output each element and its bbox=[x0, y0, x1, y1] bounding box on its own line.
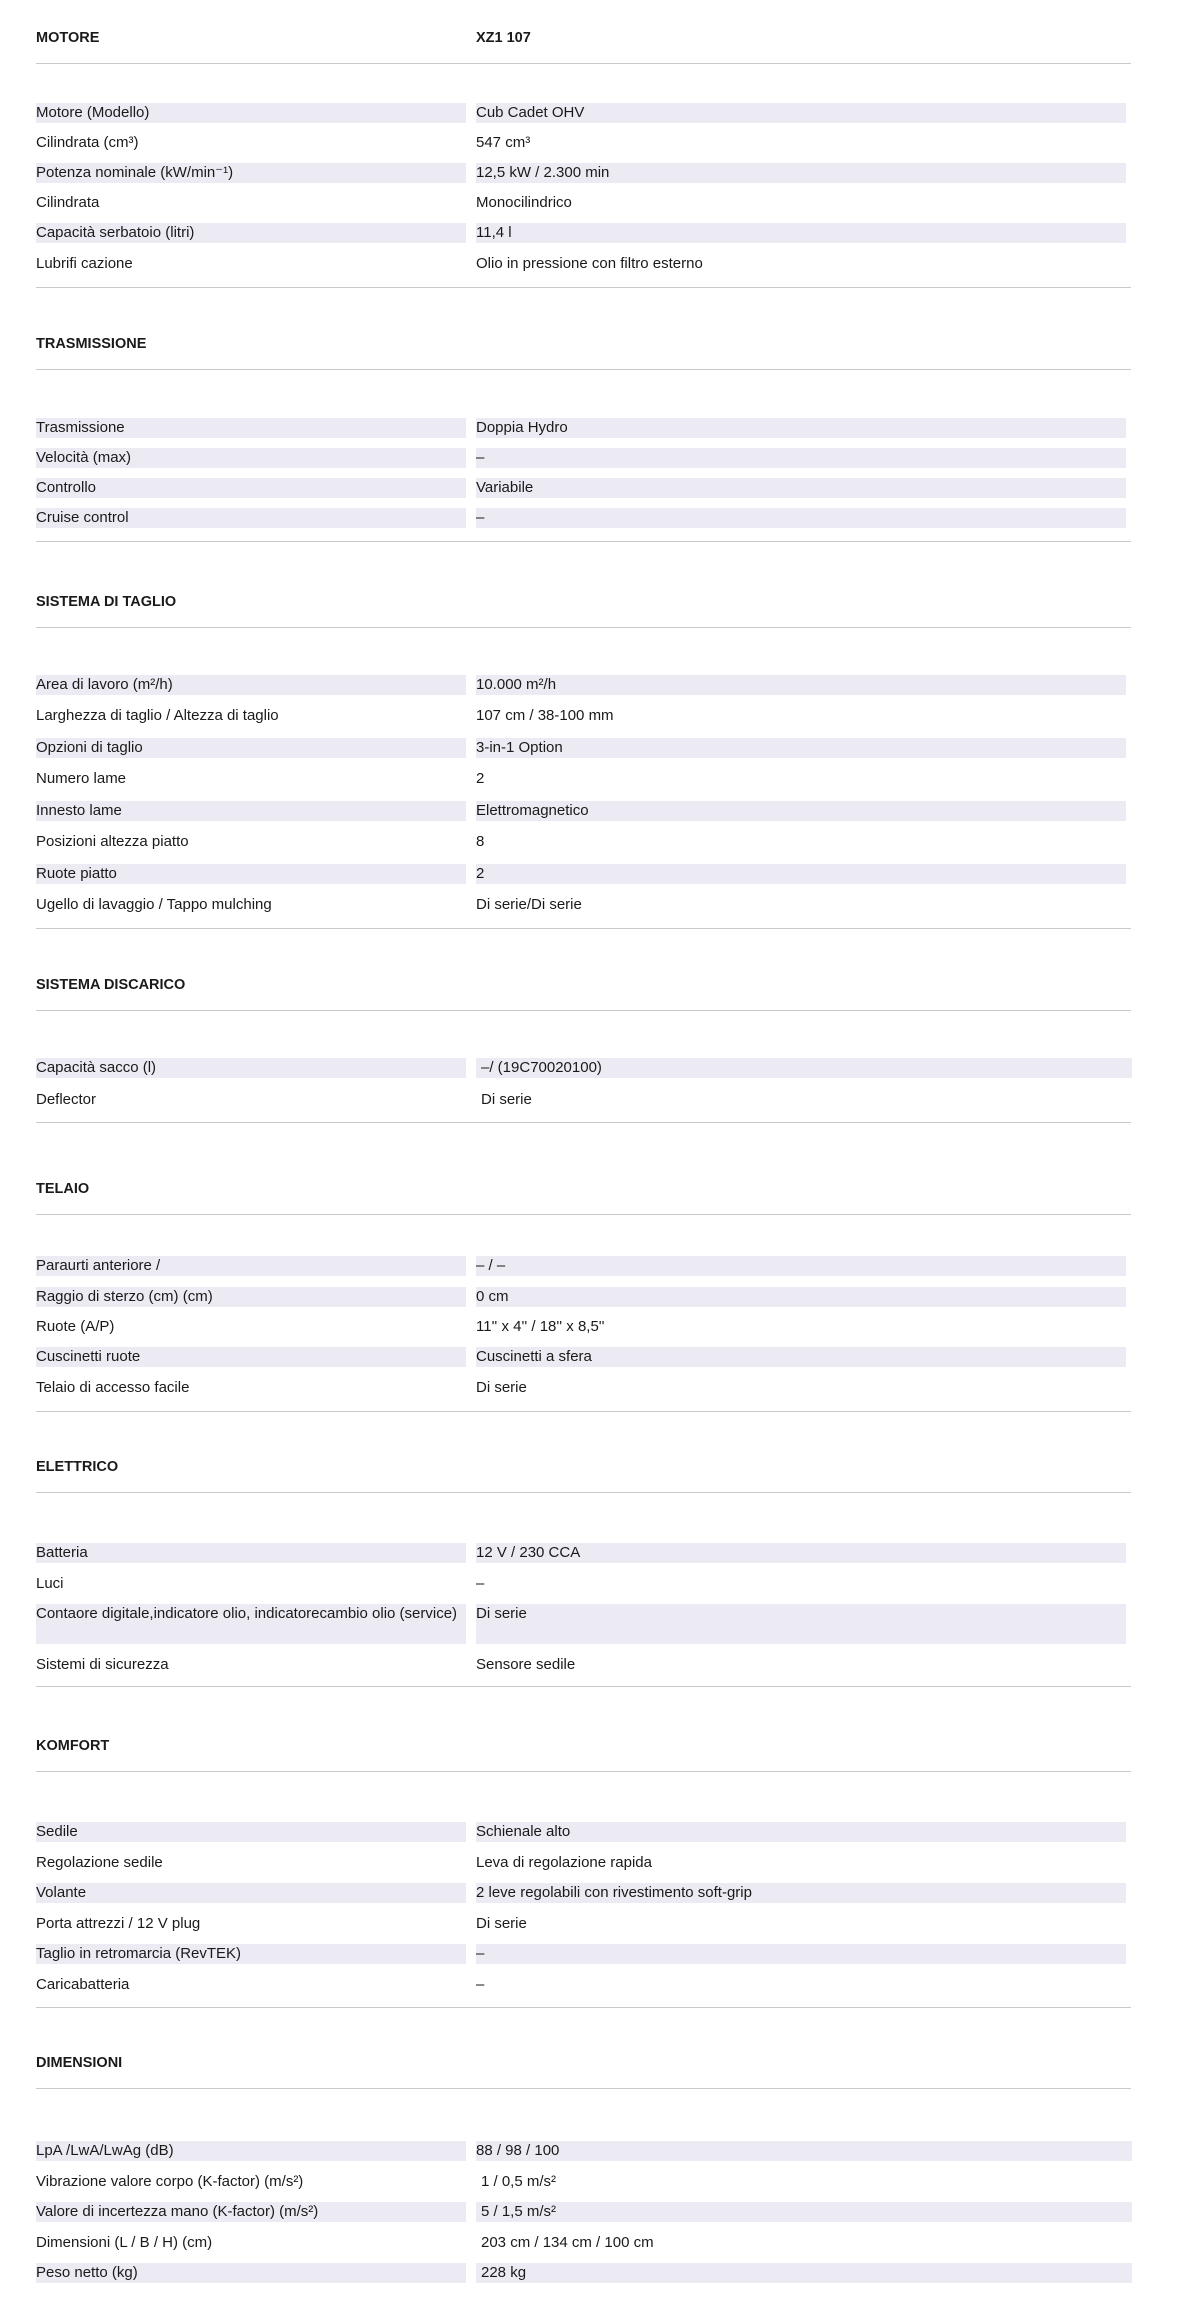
table-row bbox=[0, 1543, 1200, 1563]
row-value: 11,4 l bbox=[476, 223, 1126, 243]
row-value: Di serie/Di serie bbox=[476, 896, 582, 913]
table-row bbox=[0, 675, 1200, 695]
table-row bbox=[0, 2202, 1200, 2222]
section-dimensioni bbox=[0, 2053, 1200, 2102]
row-value: Cub Cadet OHV bbox=[476, 103, 1126, 123]
row-value: 2 bbox=[476, 770, 485, 787]
table-row bbox=[0, 448, 1200, 468]
section-header bbox=[0, 592, 1200, 641]
row-label: Ruote (A/P) bbox=[36, 1318, 115, 1335]
row-value: 2 leve regolabili con rivestimento soft-grip bbox=[476, 1883, 1126, 1903]
row-label: Cilindrata bbox=[36, 194, 100, 211]
row-label: Sistemi di sicurezza bbox=[36, 1656, 169, 1673]
row-value: – bbox=[476, 1976, 485, 1993]
table-row bbox=[0, 1822, 1200, 1842]
row-label: LpA /LwA/LwAg (dB) bbox=[36, 2141, 466, 2161]
section-header bbox=[0, 1736, 1200, 1785]
row-label: Paraurti anteriore / bbox=[36, 1256, 466, 1276]
table-row bbox=[0, 1287, 1200, 1307]
section-title: SISTEMA DI TAGLIO bbox=[36, 594, 177, 610]
row-value: 2 bbox=[476, 864, 1126, 884]
divider bbox=[36, 1214, 1131, 1215]
table-row bbox=[0, 478, 1200, 498]
table-row bbox=[0, 1574, 1200, 1594]
row-label: Sedile bbox=[36, 1822, 466, 1842]
row-value: 0 cm bbox=[476, 1287, 1126, 1307]
row-label: Posizioni altezza piatto bbox=[36, 833, 189, 850]
row-label: Volante bbox=[36, 1883, 466, 1903]
row-label: Numero lame bbox=[36, 770, 127, 787]
section-title: TELAIO bbox=[36, 1181, 90, 1197]
row-value: Monocilindrico bbox=[476, 194, 572, 211]
row-label: Area di lavoro (m²/h) bbox=[36, 675, 466, 695]
divider bbox=[36, 1686, 1131, 1687]
row-label: Luci bbox=[36, 1575, 64, 1592]
row-value: 11'' x 4'' / 18'' x 8,5'' bbox=[476, 1318, 605, 1335]
divider bbox=[36, 1492, 1131, 1493]
section-title: DIMENSIONI bbox=[36, 2055, 123, 2071]
table-row bbox=[0, 1317, 1200, 1337]
row-value: 107 cm / 38-100 mm bbox=[476, 707, 614, 724]
row-value: Di serie bbox=[476, 1379, 527, 1396]
row-value: Schienale alto bbox=[476, 1822, 1126, 1842]
divider bbox=[36, 627, 1131, 628]
row-label: Valore di incertezza mano (K-factor) (m/s²) bbox=[36, 2202, 466, 2222]
row-label: Taglio in retromarcia (RevTEK) bbox=[36, 1944, 466, 1964]
row-value: Leva di regolazione rapida bbox=[476, 1854, 652, 1871]
table-row bbox=[0, 193, 1200, 213]
row-label: Trasmissione bbox=[36, 418, 466, 438]
row-value: – / – bbox=[476, 1256, 1126, 1276]
table-row bbox=[0, 1914, 1200, 1934]
divider bbox=[36, 1122, 1131, 1123]
section-motore bbox=[0, 28, 1200, 77]
divider bbox=[36, 1771, 1131, 1772]
table-row bbox=[0, 1853, 1200, 1873]
row-label: Contaore digitale,indicatore olio, indicatorecambio olio (service) bbox=[36, 1604, 466, 1644]
table-row bbox=[0, 254, 1200, 274]
table-row bbox=[0, 832, 1200, 852]
section-title: KOMFORT bbox=[36, 1738, 110, 1754]
section-header bbox=[0, 334, 1200, 383]
table-row bbox=[0, 801, 1200, 821]
section-sistema-di-taglio bbox=[0, 592, 1200, 641]
table-row bbox=[0, 418, 1200, 438]
section-header bbox=[0, 1457, 1200, 1506]
row-label: Ugello di lavaggio / Tappo mulching bbox=[36, 896, 272, 913]
table-row bbox=[0, 1058, 1200, 1078]
row-value: – bbox=[476, 508, 1126, 528]
row-label: Capacità serbatoio (litri) bbox=[36, 223, 466, 243]
row-value: Di serie bbox=[481, 1091, 532, 1108]
section-sistema-discarico bbox=[0, 975, 1200, 1024]
row-label: Raggio di sterzo (cm) (cm) bbox=[36, 1287, 466, 1307]
divider bbox=[36, 63, 1131, 64]
row-label: Dimensioni (L / B / H) (cm) bbox=[36, 2234, 213, 2251]
section-telaio bbox=[0, 1179, 1200, 1228]
table-row bbox=[0, 508, 1200, 528]
row-label: Capacità sacco (l) bbox=[36, 1058, 466, 1078]
row-label: Opzioni di taglio bbox=[36, 738, 466, 758]
row-value: Sensore sedile bbox=[476, 1656, 576, 1673]
row-label: Motore (Modello) bbox=[36, 103, 466, 123]
table-row bbox=[0, 2233, 1200, 2253]
row-label: Velocità (max) bbox=[36, 448, 466, 468]
section-komfort bbox=[0, 1736, 1200, 1785]
divider bbox=[36, 2088, 1131, 2089]
row-value: Variabile bbox=[476, 478, 1126, 498]
table-row bbox=[0, 738, 1200, 758]
row-value: – bbox=[476, 1575, 485, 1592]
section-title: SISTEMA DISCARICO bbox=[36, 977, 186, 993]
row-value: Elettromagnetico bbox=[476, 801, 1126, 821]
table-row bbox=[0, 1975, 1200, 1995]
table-row bbox=[0, 769, 1200, 789]
row-label: Caricabatteria bbox=[36, 1976, 130, 1993]
table-row bbox=[0, 2263, 1200, 2283]
row-label: Cuscinetti ruote bbox=[36, 1347, 466, 1367]
divider bbox=[36, 369, 1131, 370]
table-row bbox=[0, 223, 1200, 243]
section-header bbox=[0, 28, 1200, 77]
divider bbox=[36, 287, 1131, 288]
section-title: TRASMISSIONE bbox=[36, 336, 147, 352]
row-value: 10.000 m²/h bbox=[476, 675, 1126, 695]
row-value: Olio in pressione con filtro esterno bbox=[476, 255, 703, 272]
row-value: 5 / 1,5 m/s² bbox=[476, 2202, 1132, 2222]
table-row bbox=[0, 1604, 1200, 1644]
row-value: Cuscinetti a sfera bbox=[476, 1347, 1126, 1367]
section-title: MOTORE bbox=[36, 30, 100, 46]
table-row bbox=[0, 1256, 1200, 1276]
row-value: Di serie bbox=[476, 1604, 1126, 1644]
divider bbox=[36, 541, 1131, 542]
table-row bbox=[0, 2172, 1200, 2192]
table-row bbox=[0, 2141, 1200, 2161]
row-label: Deflector bbox=[36, 1091, 97, 1108]
model-name: XZ1 107 bbox=[476, 30, 531, 46]
divider bbox=[36, 1010, 1131, 1011]
row-label: Controllo bbox=[36, 478, 466, 498]
row-value: – bbox=[476, 1944, 1126, 1964]
table-row bbox=[0, 895, 1200, 915]
row-value: 228 kg bbox=[476, 2263, 1132, 2283]
row-value: Doppia Hydro bbox=[476, 418, 1126, 438]
row-label: Vibrazione valore corpo (K-factor) (m/s²) bbox=[36, 2173, 304, 2190]
row-label: Lubrifi cazione bbox=[36, 255, 133, 272]
section-trasmissione bbox=[0, 334, 1200, 383]
table-row bbox=[0, 1090, 1200, 1110]
row-value: 12,5 kW / 2.300 min bbox=[476, 163, 1126, 183]
row-label: Ruote piatto bbox=[36, 864, 466, 884]
table-row bbox=[0, 864, 1200, 884]
row-label: Porta attrezzi / 12 V plug bbox=[36, 1915, 201, 1932]
table-row bbox=[0, 1347, 1200, 1367]
row-label: Regolazione sedile bbox=[36, 1854, 163, 1871]
divider bbox=[36, 2007, 1131, 2008]
row-label: Peso netto (kg) bbox=[36, 2263, 466, 2283]
row-label: Innesto lame bbox=[36, 801, 466, 821]
row-value: 547 cm³ bbox=[476, 134, 531, 151]
table-row bbox=[0, 1944, 1200, 1964]
section-header bbox=[0, 1179, 1200, 1228]
row-value: –/ (19C70020100) bbox=[476, 1058, 1132, 1078]
divider bbox=[36, 1411, 1131, 1412]
table-row bbox=[0, 1883, 1200, 1903]
table-row bbox=[0, 706, 1200, 726]
row-label: Telaio di accesso facile bbox=[36, 1379, 190, 1396]
row-value: 12 V / 230 CCA bbox=[476, 1543, 1126, 1563]
divider bbox=[36, 928, 1131, 929]
row-label: Potenza nominale (kW/min⁻¹) bbox=[36, 163, 466, 183]
section-header bbox=[0, 975, 1200, 1024]
table-row bbox=[0, 103, 1200, 123]
row-value: Di serie bbox=[476, 1915, 527, 1932]
row-value: 203 cm / 134 cm / 100 cm bbox=[481, 2234, 654, 2251]
row-label: Batteria bbox=[36, 1543, 466, 1563]
row-value: 8 bbox=[476, 833, 485, 850]
row-value: 1 / 0,5 m/s² bbox=[481, 2173, 557, 2190]
section-header bbox=[0, 2053, 1200, 2102]
table-row bbox=[0, 163, 1200, 183]
table-row bbox=[0, 133, 1200, 153]
row-value: – bbox=[476, 448, 1126, 468]
row-label: Cruise control bbox=[36, 508, 466, 528]
row-value: 88 / 98 / 100 bbox=[476, 2141, 1132, 2161]
row-value: 3-in-1 Option bbox=[476, 738, 1126, 758]
row-label: Cilindrata (cm³) bbox=[36, 134, 139, 151]
row-label: Larghezza di taglio / Altezza di taglio bbox=[36, 707, 279, 724]
section-title: ELETTRICO bbox=[36, 1459, 119, 1475]
table-row bbox=[0, 1655, 1200, 1675]
table-row bbox=[0, 1378, 1200, 1398]
section-elettrico bbox=[0, 1457, 1200, 1506]
